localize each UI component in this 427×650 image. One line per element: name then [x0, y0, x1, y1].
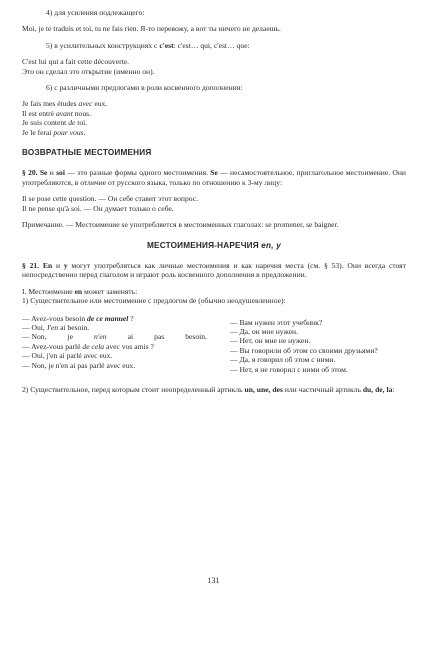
- dialogue-line: — Non, je n'en ai pas besoin.: [22, 332, 207, 342]
- item-4: 4) для усиления подлежащего:: [46, 8, 145, 17]
- dialogue-line: — Нет, он мне не нужен.: [230, 336, 311, 346]
- paragraph-21: § 21. En и y могут употребляться как личные местоимения и как наречия места (см. § 53). Они всегда стоят непосредственно перед глаголом и играют роль косвенного дополнения в предложении.: [22, 260, 406, 280]
- item-5: 5) в усилительных конструкциях с c'est: c'est… qui, c'est… que:: [46, 40, 250, 50]
- dialogue-russian: [230, 318, 406, 374]
- subheading-en: I. Местоимение en может заменять:: [22, 286, 138, 296]
- dialogue-line: — Да, он мне нужен.: [230, 326, 298, 336]
- example-soi: Il ne pense qu'à soi. — Он думает только о себе.: [22, 203, 174, 213]
- dialogue-line: — Oui, J'en ai besoin.: [22, 322, 90, 332]
- example-avant: Il est entré avant nous.: [22, 108, 91, 118]
- dialogue-line: — Вам нужен этот учебник?: [230, 317, 323, 327]
- example-de: Je suis content de toi.: [22, 118, 88, 128]
- example-avec: Je fais mes études avec eux.: [22, 99, 108, 109]
- dialogue-line: — Avez-vous besoin de ce manuel ?: [22, 313, 134, 323]
- dialogue: [22, 314, 406, 374]
- dialogue-line: — Non, je n'en ai pas parlé avec eux.: [22, 360, 136, 370]
- example-se: Il se pose cette question. — Он себе ставит этот вопрос.: [22, 194, 198, 204]
- item-2-articles: 2) Существительное, перед которым стоит неопределенный артикль un, une, des или частичный артикль du, de, la:: [22, 384, 395, 394]
- document-page: [22, 8, 406, 394]
- subheading-de: 1) Существительное или местоимение с предлогом de (обычно неодушевленное):: [22, 296, 286, 306]
- dialogue-french: [22, 314, 207, 374]
- example-cest-translation: Это он сделал это открытие (именно он).: [22, 66, 155, 76]
- dialogue-line: — Да, я говорил об этом с ними.: [230, 355, 336, 365]
- note: Примечание. — Местоимение se употребляется в местоименных глаголах: se promener, se baigner.: [22, 220, 339, 230]
- dialogue-line: — Avez-vous parlé de cela avec vos amis ?: [22, 341, 154, 351]
- heading-reflexive: ВОЗВРАТНЫЕ МЕСТОИМЕНИЯ: [22, 148, 152, 158]
- item-6: 6) с различными предлогами в роли косвенного дополнения:: [46, 83, 243, 93]
- dialogue-line: — Нет, я не говорил с ними об этом.: [230, 364, 348, 374]
- example-pour: Je le ferai pour vous.: [22, 127, 86, 137]
- dialogue-line: — Oui, j'en ai parlé avec eux.: [22, 351, 113, 361]
- dialogue-line: — Вы говорили об этом со своими друзьями?: [230, 345, 378, 355]
- heading-pronoun-adverbs: МЕСТОИМЕНИЯ-НАРЕЧИЯ en, y: [147, 240, 281, 250]
- paragraph-20: § 20. Se и soi — это разные формы одного местоимения. Se — несамостоятельное, приглагольное местоимение. Они употребляются, в отличие от русского языка, только по отношению к 3-му лицу:: [22, 168, 406, 187]
- example-cest: C'est lui qui a fait cette découverte.: [22, 57, 130, 67]
- example-moi: Moi, je te traduis et toi, tu ne fais rien. Я-то перевожу, а вот ты ничего не делаешь.: [22, 24, 281, 34]
- page-number: 131: [207, 576, 220, 585]
